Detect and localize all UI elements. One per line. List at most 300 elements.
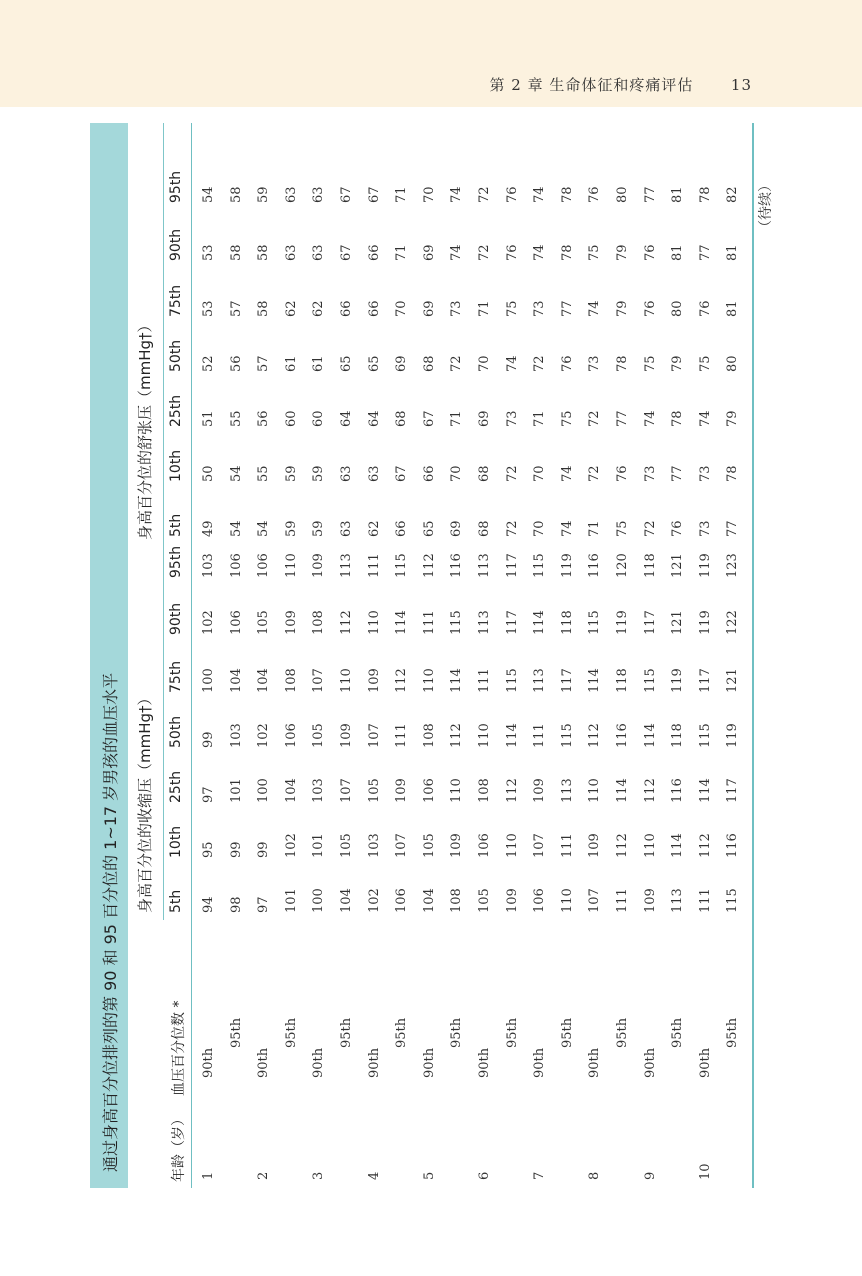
systolic-value-cell: 107: [532, 833, 548, 858]
bp-percentile-cell: 95th: [339, 1017, 354, 1048]
diastolic-value-cell: 72: [642, 520, 658, 537]
systolic-value-cell: 103: [201, 553, 216, 578]
systolic-value-cell: 111: [615, 888, 630, 913]
systolic-value-cell: 108: [477, 778, 492, 803]
bp-percentile-cell: 95th: [670, 1017, 686, 1048]
diastolic-col-header: 50th: [168, 339, 184, 372]
diastolic-value-cell: 54: [228, 520, 244, 537]
diastolic-value-cell: 77: [559, 300, 575, 317]
table-row: [527, 123, 555, 1188]
systolic-value-cell: 119: [615, 610, 630, 635]
diastolic-value-cell: 76: [615, 465, 630, 482]
diastolic-value-cell: 72: [449, 355, 465, 372]
diastolic-value-cell: 79: [615, 244, 630, 261]
systolic-col-header: 5th: [168, 889, 184, 913]
diastolic-value-cell: 72: [587, 465, 603, 482]
diastolic-value-cell: 71: [449, 410, 465, 427]
diastolic-value-cell: 58: [256, 244, 272, 261]
systolic-value-cell: 108: [283, 668, 299, 693]
systolic-value-cell: 99: [201, 731, 216, 748]
diastolic-value-cell: 66: [366, 244, 382, 261]
diastolic-value-cell: 74: [449, 186, 465, 203]
bp-percentile-cell: 90th: [477, 1047, 492, 1078]
systolic-value-cell: 108: [421, 723, 437, 748]
systolic-value-cell: 112: [421, 553, 437, 578]
systolic-value-cell: 112: [394, 668, 410, 693]
diastolic-value-cell: 72: [587, 410, 603, 427]
diastolic-value-cell: 58: [228, 244, 244, 261]
systolic-value-cell: 109: [366, 668, 382, 693]
table-row: [720, 123, 748, 1188]
bp-percentile-cell: 90th: [421, 1047, 437, 1078]
systolic-value-cell: 111: [697, 888, 713, 913]
table-row: [196, 123, 224, 1188]
systolic-value-cell: 113: [477, 610, 492, 635]
table-row: [555, 123, 583, 1188]
systolic-value-cell: 106: [283, 723, 299, 748]
systolic-value-cell: 100: [201, 668, 216, 693]
systolic-value-cell: 105: [311, 723, 327, 748]
age-cell: 7: [532, 1171, 548, 1180]
diastolic-value-cell: 49: [201, 520, 216, 537]
diastolic-value-cell: 69: [421, 300, 437, 317]
systolic-col-header: 25th: [168, 770, 184, 803]
diastolic-value-cell: 63: [339, 520, 354, 537]
table-row: [251, 123, 279, 1188]
systolic-value-cell: 111: [532, 723, 548, 748]
systolic-value-cell: 112: [449, 723, 465, 748]
diastolic-value-cell: 70: [532, 465, 548, 482]
diastolic-value-cell: 76: [504, 244, 520, 261]
table-row: [224, 123, 252, 1188]
systolic-value-cell: 102: [256, 723, 272, 748]
diastolic-value-cell: 76: [559, 355, 575, 372]
systolic-value-cell: 107: [366, 723, 382, 748]
diastolic-value-cell: 68: [394, 410, 410, 427]
systolic-value-cell: 119: [670, 668, 686, 693]
systolic-value-cell: 101: [311, 833, 327, 858]
diastolic-value-cell: 79: [670, 355, 686, 372]
table-row: [306, 123, 334, 1188]
diastolic-value-cell: 73: [504, 410, 520, 427]
diastolic-value-cell: 74: [532, 186, 548, 203]
systolic-value-cell: 114: [449, 668, 465, 693]
systolic-value-cell: 110: [587, 778, 603, 803]
systolic-value-cell: 115: [725, 888, 741, 913]
diastolic-value-cell: 70: [477, 355, 492, 372]
systolic-value-cell: 105: [366, 778, 382, 803]
table-row: [389, 123, 417, 1188]
diastolic-value-cell: 81: [725, 244, 741, 261]
diastolic-value-cell: 73: [449, 300, 465, 317]
diastolic-value-cell: 66: [339, 300, 354, 317]
diastolic-value-cell: 71: [477, 300, 492, 317]
bp-percentile-cell: 90th: [642, 1047, 658, 1078]
age-cell: 8: [587, 1171, 603, 1180]
diastolic-value-cell: 68: [421, 355, 437, 372]
diastolic-value-cell: 80: [725, 355, 741, 372]
diastolic-value-cell: 59: [256, 186, 272, 203]
systolic-value-cell: 100: [256, 778, 272, 803]
age-cell: 1: [201, 1171, 216, 1180]
diastolic-value-cell: 59: [283, 520, 299, 537]
diastolic-value-cell: 67: [339, 244, 354, 261]
diastolic-value-cell: 75: [504, 300, 520, 317]
systolic-value-cell: 109: [449, 833, 465, 858]
diastolic-value-cell: 67: [366, 186, 382, 203]
systolic-value-cell: 115: [394, 553, 410, 578]
systolic-value-cell: 107: [339, 778, 354, 803]
diastolic-value-cell: 66: [394, 520, 410, 537]
systolic-value-cell: 114: [587, 668, 603, 693]
systolic-value-cell: 121: [725, 668, 741, 693]
systolic-value-cell: 117: [504, 553, 520, 578]
diastolic-value-cell: 73: [642, 465, 658, 482]
systolic-value-cell: 99: [256, 841, 272, 858]
systolic-value-cell: 106: [477, 833, 492, 858]
systolic-value-cell: 112: [615, 833, 630, 858]
diastolic-value-cell: 60: [311, 410, 327, 427]
diastolic-value-cell: 55: [228, 410, 244, 427]
age-cell: 5: [421, 1171, 437, 1180]
systolic-value-cell: 119: [697, 553, 713, 578]
diastolic-value-cell: 78: [697, 186, 713, 203]
diastolic-value-cell: 78: [725, 465, 741, 482]
systolic-value-cell: 104: [256, 668, 272, 693]
diastolic-value-cell: 57: [256, 355, 272, 372]
systolic-value-cell: 120: [615, 553, 630, 578]
diastolic-value-cell: 62: [311, 300, 327, 317]
bp-table: [90, 123, 758, 1188]
bp-percentile-cell: 90th: [587, 1047, 603, 1078]
diastolic-value-cell: 67: [394, 465, 410, 482]
diastolic-value-cell: 51: [201, 410, 216, 427]
diastolic-value-cell: 74: [642, 410, 658, 427]
table-row: [610, 123, 638, 1188]
bp-percentile-cell: 90th: [366, 1047, 382, 1078]
diastolic-value-cell: 76: [697, 300, 713, 317]
diastolic-value-cell: 72: [532, 355, 548, 372]
systolic-value-cell: 106: [394, 888, 410, 913]
systolic-value-cell: 111: [559, 833, 575, 858]
diastolic-value-cell: 54: [228, 465, 244, 482]
systolic-value-cell: 115: [587, 610, 603, 635]
systolic-value-cell: 101: [283, 888, 299, 913]
running-header: [489, 74, 752, 95]
header-rule: [191, 123, 192, 1188]
bp-percentile-cell: 95th: [228, 1017, 244, 1048]
diastolic-value-cell: 63: [311, 186, 327, 203]
diastolic-value-cell: 68: [477, 465, 492, 482]
systolic-group-header: 身高百分位的收缩压（mmHg†）: [136, 690, 154, 913]
systolic-value-cell: 117: [642, 610, 658, 635]
systolic-value-cell: 102: [283, 833, 299, 858]
bp-percentile-cell: 90th: [311, 1047, 327, 1078]
systolic-value-cell: 114: [504, 723, 520, 748]
systolic-value-cell: 113: [477, 553, 492, 578]
systolic-value-cell: 97: [256, 896, 272, 913]
systolic-value-cell: 105: [477, 888, 492, 913]
table-row: [334, 123, 362, 1188]
age-cell: 3: [311, 1171, 327, 1180]
diastolic-value-cell: 63: [339, 465, 354, 482]
systolic-value-cell: 113: [559, 778, 575, 803]
systolic-value-cell: 119: [697, 610, 713, 635]
systolic-value-cell: 114: [670, 833, 686, 858]
systolic-value-cell: 106: [228, 553, 244, 578]
systolic-value-cell: 111: [366, 553, 382, 578]
systolic-value-cell: 116: [587, 553, 603, 578]
systolic-value-cell: 105: [339, 833, 354, 858]
diastolic-value-cell: 53: [201, 300, 216, 317]
table-row: [444, 123, 472, 1188]
systolic-value-cell: 110: [559, 888, 575, 913]
systolic-value-cell: 110: [339, 668, 354, 693]
systolic-value-cell: 118: [615, 668, 630, 693]
diastolic-value-cell: 78: [670, 410, 686, 427]
chapter-title: 第 2 章 生命体征和疼痛评估: [489, 76, 694, 94]
systolic-value-cell: 112: [587, 723, 603, 748]
table-row: [638, 123, 666, 1188]
systolic-value-cell: 114: [697, 778, 713, 803]
diastolic-value-cell: 80: [615, 186, 630, 203]
systolic-value-cell: 97: [201, 786, 216, 803]
bp-percentile-cell: 90th: [201, 1047, 216, 1078]
diastolic-value-cell: 65: [366, 355, 382, 372]
systolic-value-cell: 107: [311, 668, 327, 693]
diastolic-value-cell: 54: [201, 186, 216, 203]
systolic-value-cell: 115: [532, 553, 548, 578]
systolic-value-cell: 116: [449, 553, 465, 578]
diastolic-value-cell: 78: [615, 355, 630, 372]
diastolic-value-cell: 70: [394, 300, 410, 317]
systolic-value-cell: 114: [642, 723, 658, 748]
systolic-value-cell: 118: [642, 553, 658, 578]
table-row: [279, 123, 307, 1188]
table-row: [500, 123, 528, 1188]
systolic-value-cell: 99: [228, 841, 244, 858]
systolic-value-cell: 94: [201, 896, 216, 913]
diastolic-value-cell: 57: [228, 300, 244, 317]
systolic-value-cell: 115: [559, 723, 575, 748]
systolic-value-cell: 115: [449, 610, 465, 635]
diastolic-value-cell: 59: [311, 520, 327, 537]
systolic-value-cell: 103: [311, 778, 327, 803]
systolic-value-cell: 109: [532, 778, 548, 803]
systolic-value-cell: 119: [559, 553, 575, 578]
diastolic-value-cell: 67: [421, 410, 437, 427]
table-title: 通过身高百分位排列的第 90 和 95 百分位的 1~17 岁男孩的血压水平: [101, 672, 120, 1172]
diastolic-value-cell: 62: [366, 520, 382, 537]
systolic-value-cell: 100: [311, 888, 327, 913]
systolic-col-header: 75th: [168, 660, 184, 693]
diastolic-value-cell: 72: [504, 520, 520, 537]
diastolic-value-cell: 81: [670, 186, 686, 203]
systolic-value-cell: 113: [670, 888, 686, 913]
diastolic-value-cell: 76: [670, 520, 686, 537]
systolic-value-cell: 112: [697, 833, 713, 858]
diastolic-value-cell: 79: [725, 410, 741, 427]
systolic-value-cell: 102: [201, 610, 216, 635]
systolic-value-cell: 115: [642, 668, 658, 693]
diastolic-value-cell: 78: [559, 186, 575, 203]
bp-percentile-cell: 90th: [256, 1047, 272, 1078]
systolic-value-cell: 104: [283, 778, 299, 803]
table-row: [472, 123, 500, 1188]
diastolic-value-cell: 72: [477, 244, 492, 261]
diastolic-value-cell: 71: [532, 410, 548, 427]
diastolic-value-cell: 60: [283, 410, 299, 427]
diastolic-value-cell: 52: [201, 355, 216, 372]
systolic-value-cell: 109: [394, 778, 410, 803]
age-cell: 6: [477, 1171, 492, 1180]
diastolic-value-cell: 78: [559, 244, 575, 261]
diastolic-value-cell: 72: [477, 186, 492, 203]
diastolic-col-header: 90th: [168, 228, 184, 261]
systolic-value-cell: 123: [725, 553, 741, 578]
diastolic-value-cell: 63: [283, 244, 299, 261]
page-number: 13: [730, 76, 752, 94]
diastolic-col-header: 75th: [168, 284, 184, 317]
systolic-value-cell: 106: [228, 610, 244, 635]
systolic-value-cell: 111: [477, 668, 492, 693]
diastolic-value-cell: 74: [697, 410, 713, 427]
diastolic-value-cell: 73: [587, 355, 603, 372]
systolic-value-cell: 112: [339, 610, 354, 635]
diastolic-value-cell: 65: [339, 355, 354, 372]
systolic-value-cell: 116: [670, 778, 686, 803]
diastolic-value-cell: 77: [642, 186, 658, 203]
systolic-value-cell: 114: [394, 610, 410, 635]
diastolic-value-cell: 72: [504, 465, 520, 482]
diastolic-value-cell: 73: [532, 300, 548, 317]
systolic-value-cell: 117: [725, 778, 741, 803]
diastolic-value-cell: 77: [725, 520, 741, 537]
diastolic-value-cell: 77: [697, 244, 713, 261]
diastolic-value-cell: 74: [532, 244, 548, 261]
col-bp-percentile-header: 血压百分位数 *: [171, 1000, 187, 1096]
diastolic-value-cell: 76: [587, 186, 603, 203]
systolic-value-cell: 116: [725, 833, 741, 858]
systolic-value-cell: 110: [504, 833, 520, 858]
diastolic-value-cell: 73: [697, 465, 713, 482]
diastolic-value-cell: 73: [697, 520, 713, 537]
table-row: [417, 123, 445, 1188]
diastolic-value-cell: 65: [421, 520, 437, 537]
diastolic-value-cell: 81: [725, 300, 741, 317]
systolic-value-cell: 95: [201, 841, 216, 858]
systolic-value-cell: 98: [228, 896, 244, 913]
diastolic-value-cell: 75: [559, 410, 575, 427]
systolic-value-cell: 102: [366, 888, 382, 913]
diastolic-value-cell: 75: [697, 355, 713, 372]
diastolic-value-cell: 50: [201, 465, 216, 482]
systolic-value-cell: 121: [670, 610, 686, 635]
diastolic-value-cell: 76: [504, 186, 520, 203]
bp-percentile-cell: 95th: [449, 1017, 465, 1048]
systolic-value-cell: 108: [311, 610, 327, 635]
systolic-value-cell: 101: [228, 778, 244, 803]
diastolic-value-cell: 70: [449, 465, 465, 482]
diastolic-value-cell: 76: [642, 300, 658, 317]
diastolic-value-cell: 77: [615, 410, 630, 427]
systolic-value-cell: 109: [283, 610, 299, 635]
continued-note: （待续）: [758, 178, 774, 234]
systolic-value-cell: 110: [283, 553, 299, 578]
systolic-value-cell: 109: [642, 888, 658, 913]
systolic-value-cell: 112: [504, 778, 520, 803]
systolic-value-cell: 119: [725, 723, 741, 748]
systolic-col-header: 90th: [168, 602, 184, 635]
diastolic-value-cell: 71: [394, 244, 410, 261]
systolic-value-cell: 107: [587, 888, 603, 913]
bottom-rule: [752, 123, 754, 1188]
systolic-value-cell: 107: [394, 833, 410, 858]
systolic-value-cell: 106: [532, 888, 548, 913]
bp-percentile-cell: 95th: [559, 1017, 575, 1048]
diastolic-value-cell: 75: [615, 520, 630, 537]
systolic-value-cell: 110: [421, 668, 437, 693]
bp-percentile-cell: 95th: [504, 1017, 520, 1048]
diastolic-value-cell: 74: [559, 465, 575, 482]
systolic-value-cell: 122: [725, 610, 741, 635]
systolic-value-cell: 117: [697, 668, 713, 693]
systolic-value-cell: 109: [587, 833, 603, 858]
diastolic-value-cell: 61: [311, 355, 327, 372]
diastolic-group-header: 身高百分位的舒张压（mmHg†）: [136, 317, 154, 540]
diastolic-value-cell: 69: [477, 410, 492, 427]
bp-percentile-cell: 90th: [532, 1047, 548, 1078]
bp-percentile-cell: 95th: [615, 1017, 630, 1048]
table-row: [362, 123, 390, 1188]
diastolic-value-cell: 64: [366, 410, 382, 427]
diastolic-value-cell: 81: [670, 244, 686, 261]
systolic-value-cell: 104: [339, 888, 354, 913]
diastolic-col-header: 5th: [168, 513, 184, 537]
diastolic-value-cell: 58: [228, 186, 244, 203]
diastolic-value-cell: 75: [587, 244, 603, 261]
diastolic-col-header: 95th: [168, 170, 184, 203]
diastolic-value-cell: 77: [670, 465, 686, 482]
col-age-header: 年龄（岁）: [171, 1112, 187, 1182]
diastolic-value-cell: 74: [559, 520, 575, 537]
diastolic-value-cell: 56: [256, 410, 272, 427]
bp-percentile-cell: 95th: [394, 1017, 410, 1048]
diastolic-value-cell: 74: [449, 244, 465, 261]
diastolic-value-cell: 68: [477, 520, 492, 537]
bp-percentile-cell: 95th: [283, 1017, 299, 1048]
table-title-bar: [90, 123, 128, 1188]
diastolic-value-cell: 62: [283, 300, 299, 317]
systolic-value-cell: 115: [504, 668, 520, 693]
systolic-value-cell: 114: [532, 610, 548, 635]
diastolic-value-cell: 69: [421, 244, 437, 261]
systolic-value-cell: 103: [366, 833, 382, 858]
diastolic-value-cell: 56: [228, 355, 244, 372]
diastolic-value-cell: 63: [366, 465, 382, 482]
systolic-value-cell: 105: [256, 610, 272, 635]
systolic-value-cell: 111: [394, 723, 410, 748]
diastolic-value-cell: 74: [504, 355, 520, 372]
systolic-value-cell: 109: [339, 723, 354, 748]
systolic-value-cell: 109: [504, 888, 520, 913]
age-cell: 2: [256, 1171, 272, 1180]
systolic-value-cell: 104: [421, 888, 437, 913]
systolic-value-cell: 105: [421, 833, 437, 858]
systolic-col-header: 10th: [168, 825, 184, 858]
diastolic-value-cell: 75: [642, 355, 658, 372]
systolic-value-cell: 114: [615, 778, 630, 803]
